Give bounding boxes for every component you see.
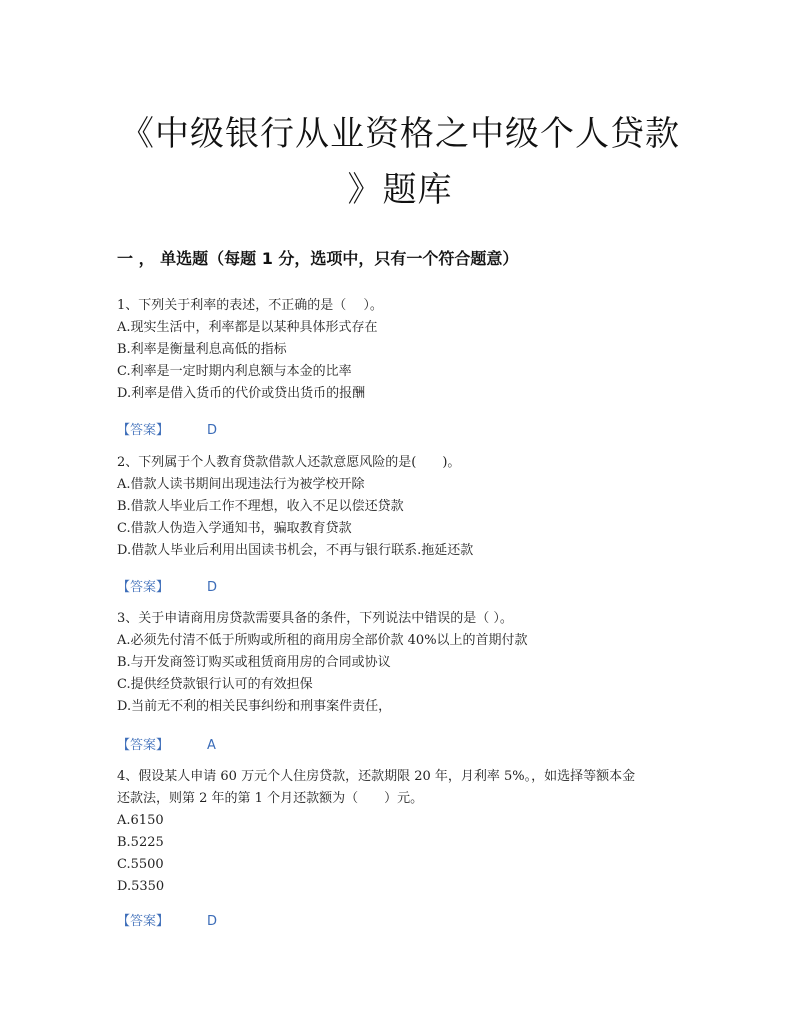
answer-value: D	[207, 914, 218, 929]
question-3	[117, 608, 702, 718]
section-heading: 一 ， 单选题（每题 1 分，选项中，只有一个符合题意）	[117, 249, 519, 268]
option-c: C.提供经贷款银行认可的有效担保	[117, 677, 313, 692]
option-a: A.必须先付清不低于所购或所租的商用房全部价款 40%以上的首期付款	[117, 633, 528, 648]
option-c: C.利率是一定时期内利息额与本金的比率	[117, 364, 352, 379]
option-c: C.借款人伪造入学通知书，骗取教育贷款	[117, 521, 352, 536]
answer-value: A	[207, 738, 216, 753]
question-2	[117, 452, 702, 562]
question-stem: 2、下列属于个人教育贷款借款人还款意愿风险的是( )。	[117, 455, 461, 470]
option-a: A.6150	[117, 813, 164, 828]
option-a: A.现实生活中，利率都是以某种具体形式存在	[117, 320, 378, 335]
option-a: A.借款人读书期间出现违法行为被学校开除	[117, 477, 365, 492]
answer-label: 【答案】	[117, 580, 170, 595]
answer-label: 【答案】	[117, 914, 170, 929]
answer-value: D	[207, 580, 218, 595]
question-stem: 3、关于申请商用房贷款需要具备的条件，下列说法中错误的是（ ）。	[117, 611, 513, 626]
option-c: C.5500	[117, 857, 164, 872]
option-d: D.5350	[117, 879, 165, 894]
answer-1	[117, 419, 217, 438]
option-d: D.当前无不利的相关民事纠纷和刑事案件责任，	[117, 699, 392, 714]
question-stem-line-1: 4、假设某人申请 60 万元个人住房贷款，还款期限 20 年，月利率 5%。，如选择等额本金	[117, 769, 636, 784]
question-stem-line-2: 还款法，则第 2 年的第 1 个月还款额为（ ）元。	[117, 791, 424, 806]
option-b: B.与开发商签订购买或租赁商用房的合同或协议	[117, 655, 391, 670]
question-stem: 1、下列关于利率的表述，不正确的是（ ）。	[117, 298, 383, 313]
option-b: B.借款人毕业后工作不理想，收入不足以偿还贷款	[117, 499, 404, 514]
answer-label: 【答案】	[117, 738, 170, 753]
question-4	[117, 766, 702, 898]
option-d: D.利率是借入货币的代价或贷出货币的报酬	[117, 386, 366, 401]
answer-4	[117, 910, 217, 929]
option-b: B.5225	[117, 835, 164, 850]
answer-2	[117, 576, 217, 595]
answer-3	[117, 734, 216, 753]
answer-value: D	[207, 423, 218, 438]
option-b: B.利率是衡量利息高低的指标	[117, 342, 287, 357]
question-1	[117, 295, 702, 405]
title-line-1: 《中级银行从业资格之中级个人贷款	[120, 114, 680, 154]
option-d: D.借款人毕业后利用出国读书机会，不再与银行联系.拖延还款	[117, 543, 474, 558]
document-title	[110, 106, 690, 218]
answer-label: 【答案】	[117, 423, 170, 438]
title-line-2: 》题库	[347, 170, 453, 210]
